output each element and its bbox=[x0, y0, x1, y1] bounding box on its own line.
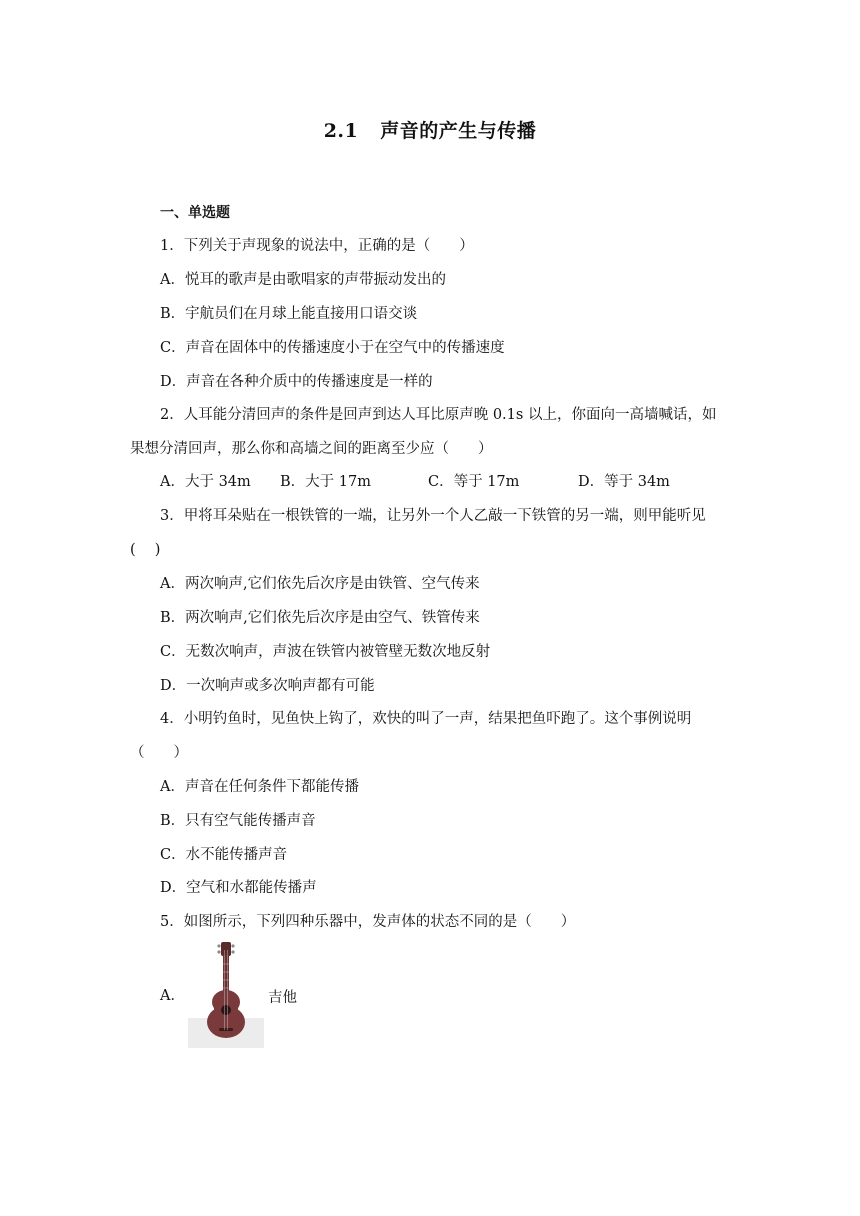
q4-option-c: C．水不能传播声音 bbox=[160, 847, 288, 863]
q2-stem-line2: 果想分清回声，那么你和高墙之间的距离至少应（ ） bbox=[130, 441, 493, 457]
q1-option-c: C．声音在固体中的传播速度小于在空气中的传播速度 bbox=[160, 340, 505, 356]
q4-stem-line1: 4．小明钓鱼时，见鱼快上钩了，欢快的叫了一声，结果把鱼吓跑了。这个事例说明 bbox=[160, 711, 692, 727]
q5-option-a-label: 吉他 bbox=[268, 990, 297, 1006]
q3-option-c: C．无数次响声，声波在铁管内被管壁无数次地反射 bbox=[160, 644, 491, 660]
q3-option-a: A．两次响声,它们依先后次序是由铁管、空气传来 bbox=[160, 576, 480, 592]
title-text: 声音的产生与传播 bbox=[380, 120, 537, 142]
q2-option-b: B．大于 17m bbox=[280, 474, 371, 490]
q2-stem-line1: 2．人耳能分清回声的条件是回声到达人耳比原声晚 0.1s 以上，你面向一高墙喊话，如 bbox=[160, 407, 717, 423]
q4-stem-line2: （ ） bbox=[130, 745, 188, 761]
guitar-image bbox=[188, 940, 264, 1048]
page-title bbox=[0, 116, 860, 143]
q2-option-d: D．等于 34m bbox=[578, 474, 670, 490]
q3-option-d: D．一次响声或多次响声都有可能 bbox=[160, 678, 375, 694]
q2-option-a: A．大于 34m bbox=[160, 474, 251, 490]
q1-option-a: A．悦耳的歌声是由歌唱家的声带振动发出的 bbox=[160, 272, 446, 288]
q1-option-d: D．声音在各种介质中的传播速度是一样的 bbox=[160, 374, 433, 390]
q4-option-b: B．只有空气能传播声音 bbox=[160, 813, 316, 829]
q3-stem-line1: 3．甲将耳朵贴在一根铁管的一端，让另外一个人乙敲一下铁管的另一端，则甲能听见 bbox=[160, 508, 706, 524]
q3-stem-line2: ( ) bbox=[130, 542, 161, 558]
q3-option-b: B．两次响声,它们依先后次序是由空气、铁管传来 bbox=[160, 610, 480, 626]
q2-option-c: C．等于 17m bbox=[428, 474, 520, 490]
title-number: 2.1 bbox=[323, 120, 359, 142]
q1-stem: 1．下列关于声现象的说法中，正确的是（ ） bbox=[160, 238, 474, 254]
q4-option-d: D．空气和水都能传播声 bbox=[160, 880, 317, 896]
q5-option-a-letter: A． bbox=[160, 988, 185, 1004]
q5-stem: 5．如图所示，下列四种乐器中，发声体的状态不同的是（ ） bbox=[160, 914, 576, 930]
q1-option-b: B．宇航员们在月球上能直接用口语交谈 bbox=[160, 306, 418, 322]
q4-option-a: A．声音在任何条件下都能传播 bbox=[160, 779, 359, 795]
section-heading: 一、单选题 bbox=[160, 205, 230, 221]
